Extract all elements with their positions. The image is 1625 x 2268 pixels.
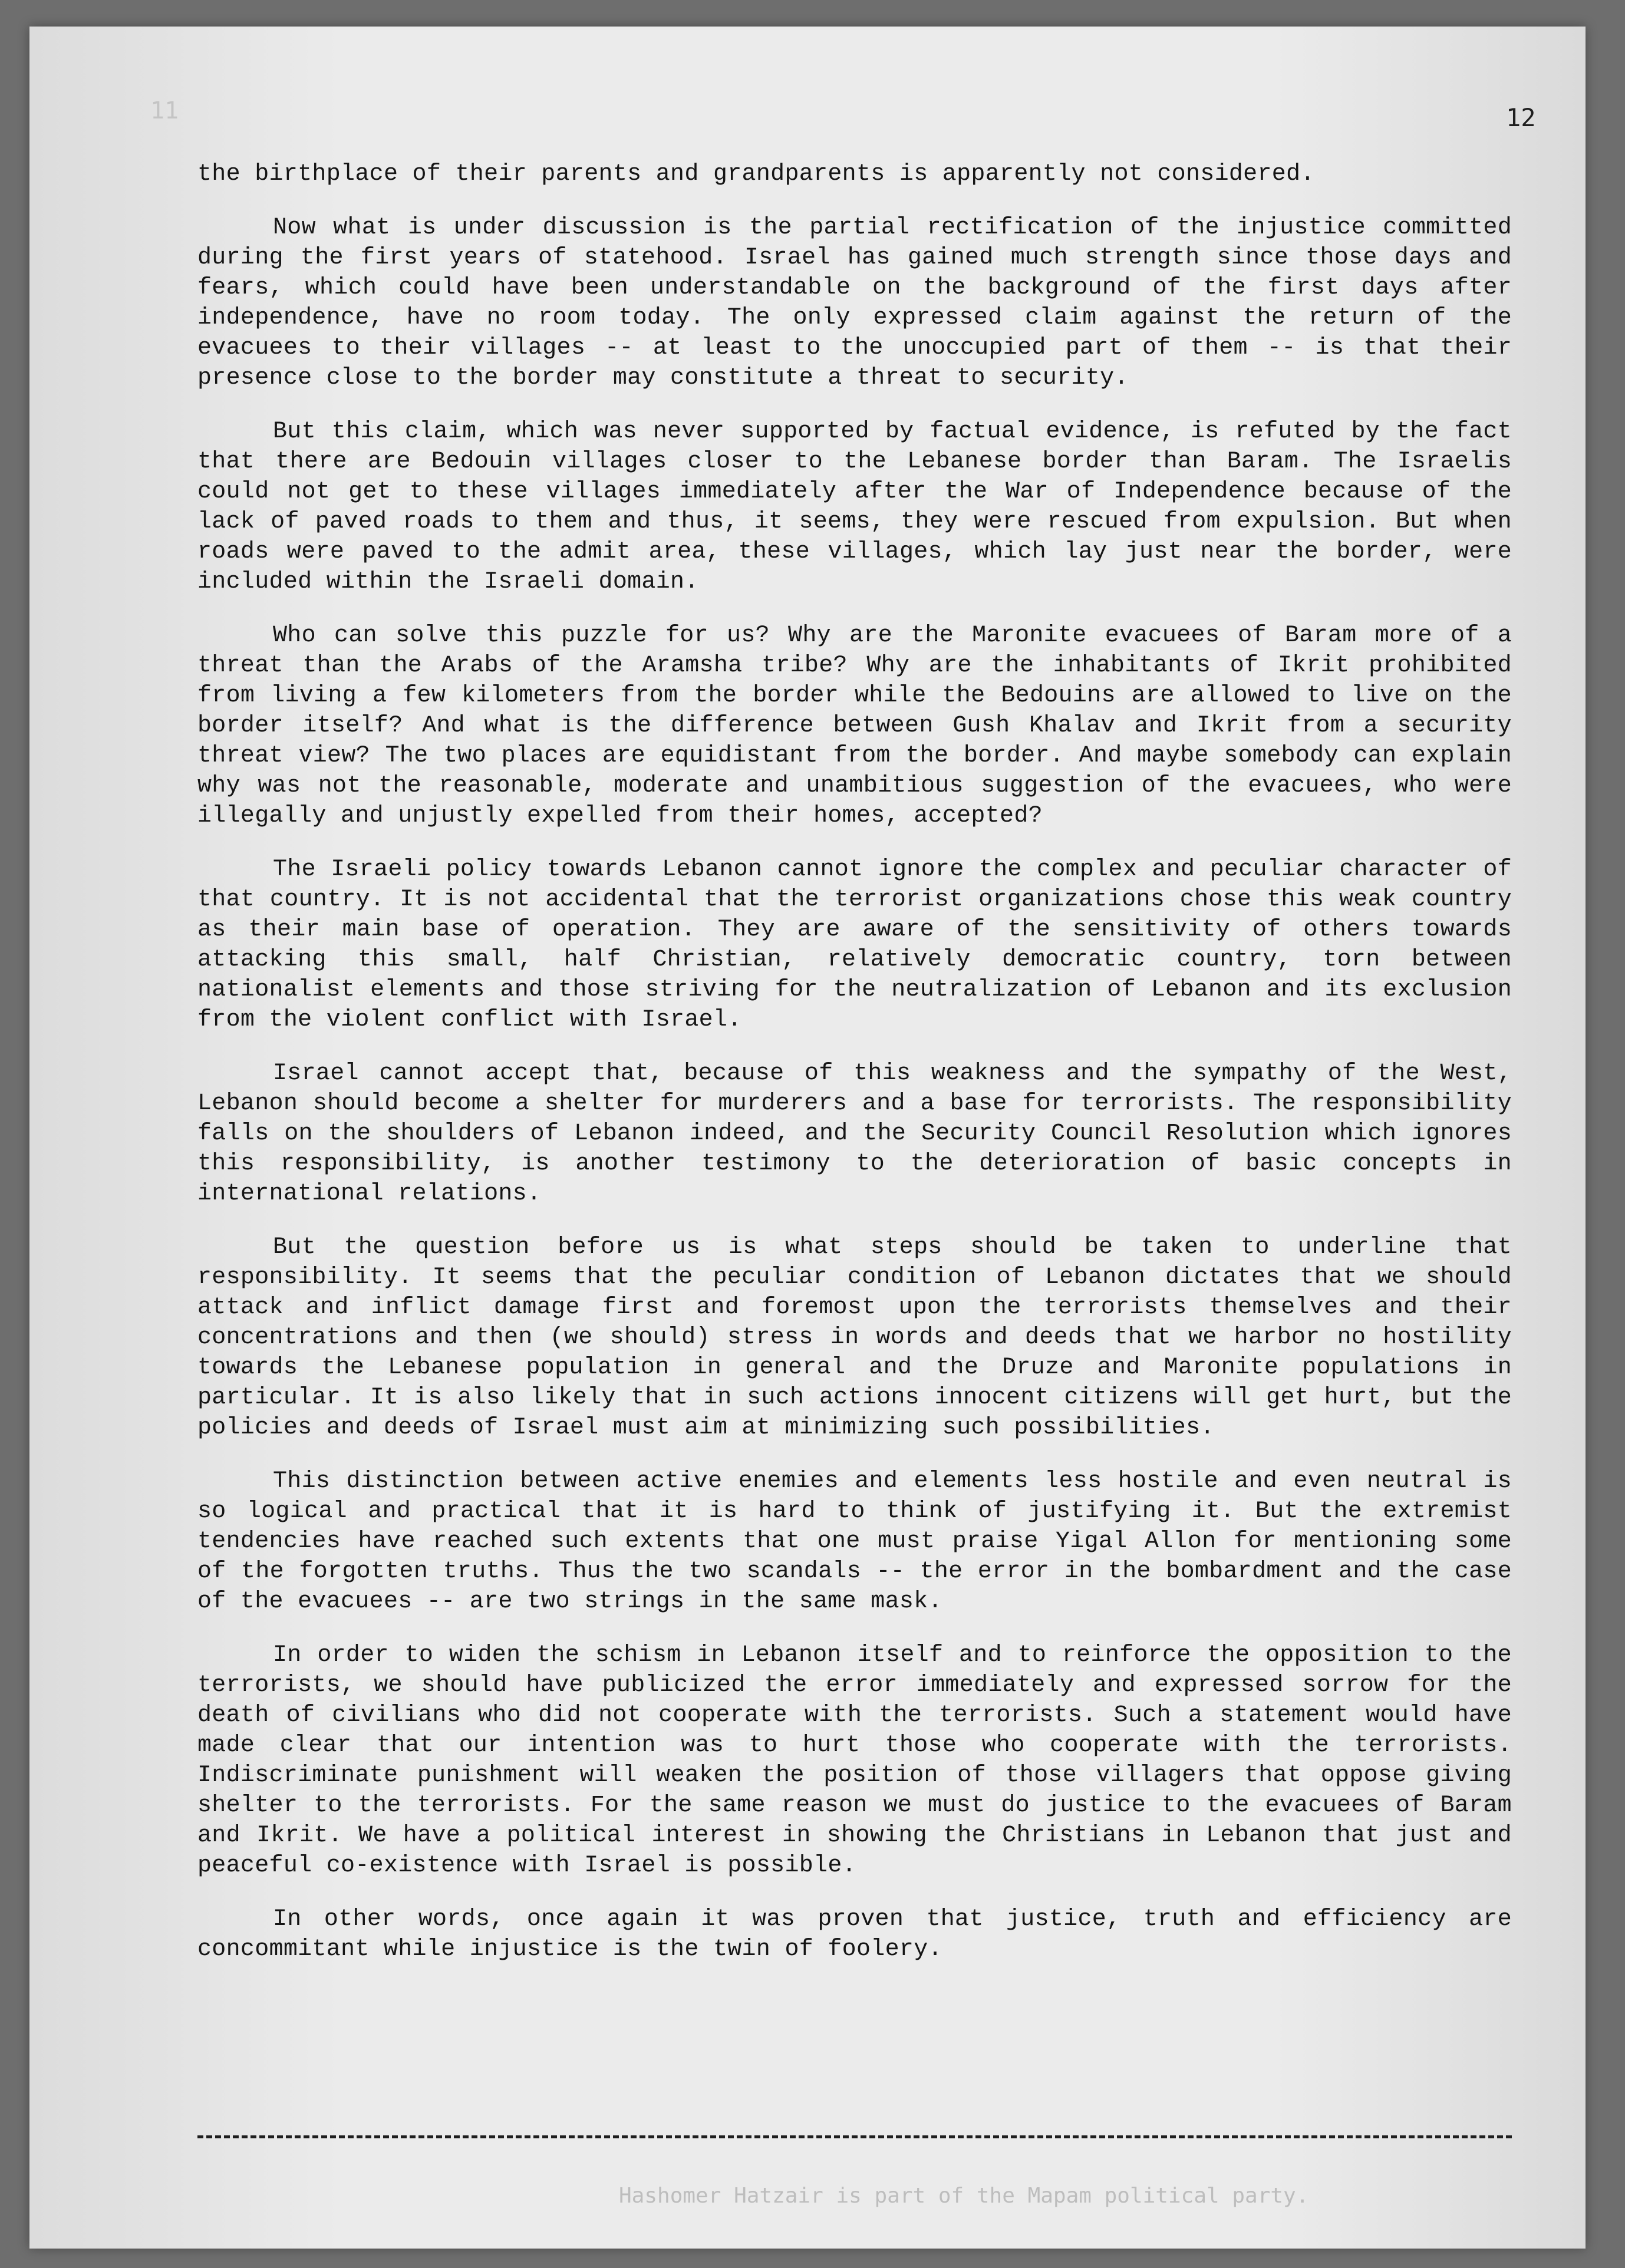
paragraph-rectification: Now what is under discussion is the partial rectification of the injustice committed during the first years of statehood. Israel has gained much strength since those days and fears, which could have been understandable on the background of the first days after independence, have no room today. The only expressed claim against the return of the evacuees to their villages -- at least to the unoccupied part of them -- is that their presence close to the border may constitute a threat to security. xyxy=(197,215,1512,391)
bleed-through-footnote: Hashomer Hatzair is part of the Mapam political party. xyxy=(619,2184,1309,2208)
paragraph-puzzle: Who can solve this puzzle for us? Why are the Maronite evacuees of Baram more of a threat than the Arabs of the Aramsha tribe? Why are the inhabitants of Ikrit prohibited from living a few kilometers from the border while the Bedouins are allowed to live on the border itself? And what is the difference between Gush Khalav and Ikrit from a security threat view? The two places are equidistant from the border. And maybe somebody can explain why was not the reasonable, moderate and unambitious suggestion of the evacuees, who were illegally and unjustly expelled from their homes, accepted? xyxy=(197,622,1512,829)
paragraph-widen-schism: In order to widen the schism in Lebanon itself and to reinforce the opposition to the terrorists, we should have publicized the error immediately and expressed sorrow for the death of civilians who did not cooperate with the terrorists. Such a statement would have made clear that our intention was to hurt those who cooperate with the terrorists. Indiscriminate punishment will weaken the position of those villagers that oppose giving shelter to the terrorists. For the same reason we must do justice to the evacuees of Baram and Ikrit. We have a political interest in showing the Christians in Lebanon that just and peaceful co-existence with Israel is possible. xyxy=(197,1642,1512,1879)
paragraph-israel-cannot-accept: Israel cannot accept that, because of this weakness and the sympathy of the West, Lebanon should become a shelter for murderers and a base for terrorists. The responsibility falls on the shoulders of Lebanon indeed, and the Security Council Resolution which ignores this responsibility, is another testimony to the deterioration of basic concepts in international relations. xyxy=(197,1060,1512,1207)
paragraph-claim-refuted: But this claim, which was never supported by factual evidence, is refuted by the fact that there are Bedouin villages closer to the Lebanese border than Baram. The Israelis could not get to these villages immediately after the War of Independence because of the lack of paved roads to them and thus, it seems, they were rescued from expulsion. But when roads were paved to the admit area, these villages, which lay just near the border, were included within the Israeli domain. xyxy=(197,418,1512,595)
paragraph-lebanon-policy: The Israeli policy towards Lebanon cannot ignore the complex and peculiar character of that country. It is not accidental that the terrorist organizations chose this weak country as their main base of operation. They are aware of the sensitivity of others towards attacking this small, half Christian, relatively democratic country, torn between nationalist elements and those striving for the neutralization of Lebanon and its exclusion from the violent conflict with Israel. xyxy=(197,856,1512,1033)
paragraph-conclusion: In other words, once again it was proven that justice, truth and efficiency are concommitant while injustice is the twin of foolery. xyxy=(197,1906,1512,1963)
dashed-rule xyxy=(197,2135,1512,2138)
page-number: 12 xyxy=(1506,103,1536,132)
body-text xyxy=(197,159,1512,1988)
paragraph-responsibility: But the question before us is what steps should be taken to underline that responsibility. It seems that the peculiar condition of Lebanon dictates that we should attack and inflict damage first and foremost upon the terrorists themselves and their concentrations and then (we should) stress in words and deeds that we harbor no hostility towards the Lebanese population in general and the Druze and Maronite populations in particular. It is also likely that in such actions innocent citizens will get hurt, but the policies and deeds of Israel must aim at minimizing such possibilities. xyxy=(197,1234,1512,1441)
document-page xyxy=(29,27,1586,2249)
paragraph-continuation: the birthplace of their parents and grandparents is apparently not considered. xyxy=(197,161,1315,187)
paragraph-distinction: This distinction between active enemies and elements less hostile and even neutral is so logical and practical that it is hard to think of justifying it. But the extremist tendencies have reached such extents that one must praise Yigal Allon for mentioning some of the forgotten truths. Thus the two scandals -- the error in the bombardment and the case of the evacuees -- are two strings in the same mask. xyxy=(197,1468,1512,1615)
bleed-through-page-number: 11 xyxy=(150,97,179,124)
